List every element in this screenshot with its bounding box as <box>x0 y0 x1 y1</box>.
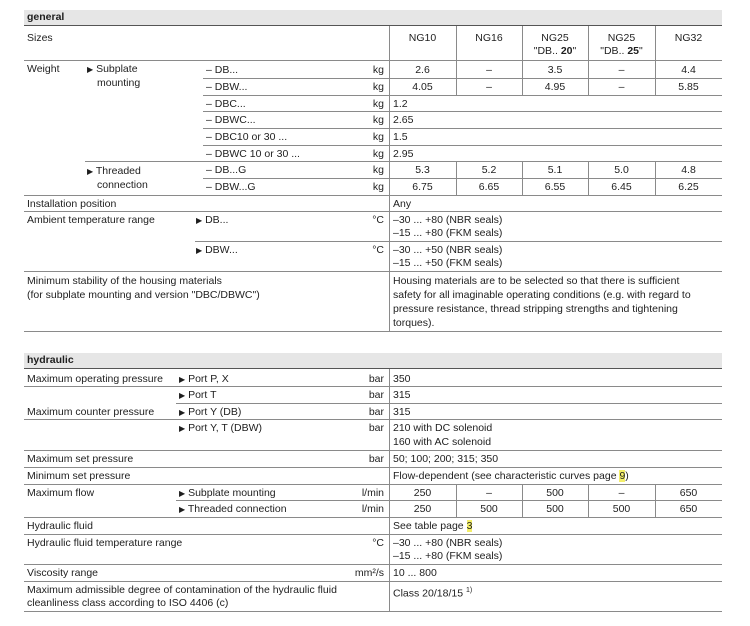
installation-label: Installation position <box>27 198 117 210</box>
weight-value: 2.95 <box>393 148 414 160</box>
weight-value: 5.3 <box>415 164 430 176</box>
stability-value: torques). <box>393 317 435 329</box>
unit-celsius: °C <box>372 537 384 549</box>
unit-bar: bar <box>368 373 384 385</box>
flow-value: 250 <box>413 503 432 515</box>
triangle-right-icon: ▶ <box>196 216 203 225</box>
weight-row-label: – DBWC 10 or 30 ... <box>206 148 300 160</box>
weight-value: 6.75 <box>412 181 433 193</box>
counter-yt-value: 160 with AC solenoid <box>393 436 492 448</box>
fluid-temp-value: –15 ... +80 (FKM seals) <box>393 550 503 562</box>
weight-value: – <box>486 64 492 76</box>
unit-bar: bar <box>368 453 384 465</box>
contamination-label: cleanliness class according to ISO 4406 (c) <box>27 597 229 609</box>
hydraulic-section-header: hydraulic <box>24 353 722 369</box>
ambient-dbw-value: –15 ... +50 (FKM seals) <box>393 257 503 269</box>
weight-value: 4.8 <box>681 164 696 176</box>
triangle-right-icon: ▶ <box>179 424 186 433</box>
page-link[interactable]: 3 <box>466 520 473 532</box>
unit-lmin: l/min <box>361 487 384 499</box>
triangle-right-icon: ▶ <box>87 65 94 74</box>
fluid-temp-value: –30 ... +80 (NBR seals) <box>393 537 503 549</box>
weight-row-label: – DBW... <box>206 81 248 93</box>
stability-value: pressure resistance, thread stripping strengths and tightening <box>393 303 678 315</box>
unit-kg: kg <box>372 131 384 143</box>
weight-value: 5.0 <box>614 164 629 176</box>
unit-mm2s: mm²/s <box>354 567 384 579</box>
hydraulic-fluid-label: Hydraulic fluid <box>27 520 93 532</box>
threaded-label: ▶ Threaded <box>87 165 141 177</box>
ng25-db20-note: "DB.. 20" <box>533 45 577 57</box>
triangle-right-icon: ▶ <box>179 408 186 417</box>
ng25-db25-note: "DB.. 25" <box>600 45 643 57</box>
flow-value: 500 <box>546 487 564 499</box>
weight-row-label: – DB... <box>206 64 239 76</box>
contamination-label: Maximum admissible degree of contamination of the hydraulic fluid <box>27 584 337 596</box>
port-y-db-label: ▶ Port Y (DB) <box>179 406 242 418</box>
unit-kg: kg <box>372 148 384 160</box>
weight-value: 6.25 <box>678 181 699 193</box>
port-t-label: ▶ Port T <box>179 389 217 401</box>
counter-y-value: 315 <box>393 406 411 418</box>
unit-kg: kg <box>372 98 384 110</box>
weight-value: 2.65 <box>393 114 414 126</box>
max-op-t-value: 315 <box>393 389 411 401</box>
weight-value: 6.65 <box>478 181 500 193</box>
ng-header: NG25 <box>607 32 636 44</box>
weight-value: 5.1 <box>547 164 563 176</box>
unit-kg: kg <box>372 181 384 193</box>
weight-value: 1.2 <box>393 98 408 110</box>
unit-kg: kg <box>372 81 384 93</box>
max-flow-label: Maximum flow <box>27 487 95 499</box>
triangle-right-icon: ▶ <box>179 505 186 514</box>
flow-value: 650 <box>679 503 698 515</box>
unit-bar: bar <box>368 389 384 401</box>
stability-label: Minimum stability of the housing materials <box>27 275 222 287</box>
hydraulic-fluid-value: See table page 3 <box>393 520 473 532</box>
stability-label: (for subplate mounting and version "DBC/DBWC") <box>27 289 260 301</box>
port-px-label: ▶ Port P, X <box>179 373 229 385</box>
triangle-right-icon: ▶ <box>179 391 186 400</box>
threaded-label-2: connection <box>97 179 148 191</box>
weight-row-label: – DBWC... <box>206 114 256 126</box>
unit-kg: kg <box>372 114 384 126</box>
flow-value: – <box>618 487 625 499</box>
max-counter-pressure-label: Maximum counter pressure <box>27 406 155 418</box>
subplate-label-2: mounting <box>97 77 141 89</box>
weight-value: 5.2 <box>481 164 497 176</box>
contamination-value: Class 20/18/15 $^{1)}$ <box>393 587 473 600</box>
weight-value: 5.85 <box>678 81 699 93</box>
ng-header: NG32 <box>674 32 703 44</box>
ng-header: NG16 <box>475 32 503 44</box>
weight-value: 4.95 <box>544 81 566 93</box>
subplate-label: ▶ Subplate <box>87 63 138 75</box>
weight-value: – <box>618 64 625 76</box>
flow-threaded-label: ▶ Threaded connection <box>179 503 287 515</box>
weight-value: 4.05 <box>412 81 433 93</box>
ambient-db-value: –30 ... +80 (NBR seals) <box>393 214 503 226</box>
weight-value: – <box>618 81 625 93</box>
weight-value: 6.45 <box>611 181 632 193</box>
unit-celsius: °C <box>372 244 384 256</box>
triangle-right-icon: ▶ <box>196 246 203 255</box>
ambient-db-value: –15 ... +80 (FKM seals) <box>393 227 503 239</box>
weight-value: – <box>486 81 492 93</box>
weight-value: 6.55 <box>544 181 566 193</box>
flow-value: 250 <box>413 487 432 499</box>
unit-celsius: °C <box>372 214 384 226</box>
page-link[interactable]: 9 <box>619 470 626 482</box>
weight-value: 3.5 <box>547 64 563 76</box>
installation-value: Any <box>393 198 412 210</box>
weight-row-label: – DBC10 or 30 ... <box>206 131 288 143</box>
unit-kg: kg <box>372 164 384 176</box>
max-set-pressure-label: Maximum set pressure <box>27 453 134 465</box>
unit-bar: bar <box>368 406 384 418</box>
sizes-label: Sizes <box>27 32 53 44</box>
flow-value: 500 <box>546 503 564 515</box>
general-section-header: general <box>24 10 722 26</box>
unit-kg: kg <box>372 64 384 76</box>
weight-value: 1.5 <box>393 131 408 143</box>
max-operating-pressure-label: Maximum operating pressure <box>27 373 163 385</box>
unit-bar: bar <box>368 422 384 434</box>
unit-lmin: l/min <box>361 503 384 515</box>
flow-value: 500 <box>612 503 631 515</box>
triangle-right-icon: ▶ <box>87 167 94 176</box>
triangle-right-icon: ▶ <box>179 489 186 498</box>
weight-value: 4.4 <box>681 64 696 76</box>
ambient-dbw-label: ▶ DBW... <box>196 244 238 256</box>
fluid-temp-label: Hydraulic fluid temperature range <box>27 537 183 549</box>
port-yt-dbw-label: ▶ Port Y, T (DBW) <box>179 422 262 434</box>
stability-value: Housing materials are to be selected so that there is sufficient <box>393 275 680 287</box>
weight-row-label: – DB...G <box>206 164 247 176</box>
triangle-right-icon: ▶ <box>179 375 186 384</box>
ambient-db-label: ▶ DB... <box>196 214 229 226</box>
weight-value: 2.6 <box>415 64 430 76</box>
weight-row-label: – DBC... <box>206 98 246 110</box>
stability-value: safety for all imaginable operating conditions (e.g. with regard to <box>393 289 691 301</box>
ambient-label: Ambient temperature range <box>27 214 155 226</box>
flow-value: 650 <box>679 487 698 499</box>
flow-subplate-label: ▶ Subplate mounting <box>179 487 276 499</box>
ng-header: NG25 <box>541 32 569 44</box>
weight-label: Weight <box>27 63 60 75</box>
viscosity-label: Viscosity range <box>27 567 99 579</box>
max-set-pressure-value: 50; 100; 200; 315; 350 <box>393 453 499 465</box>
flow-value: 500 <box>480 503 498 515</box>
min-set-pressure-label: Minimum set pressure <box>27 470 131 482</box>
ambient-dbw-value: –30 ... +50 (NBR seals) <box>393 244 503 256</box>
ng-header: NG10 <box>408 32 437 44</box>
min-set-pressure-value: Flow-dependent (see characteristic curves page 9) <box>393 470 629 482</box>
max-op-px-value: 350 <box>393 373 411 385</box>
counter-yt-value: 210 with DC solenoid <box>393 422 493 434</box>
flow-value: – <box>486 487 492 499</box>
weight-row-label: – DBW...G <box>206 181 256 193</box>
viscosity-value: 10 ... 800 <box>393 567 437 579</box>
